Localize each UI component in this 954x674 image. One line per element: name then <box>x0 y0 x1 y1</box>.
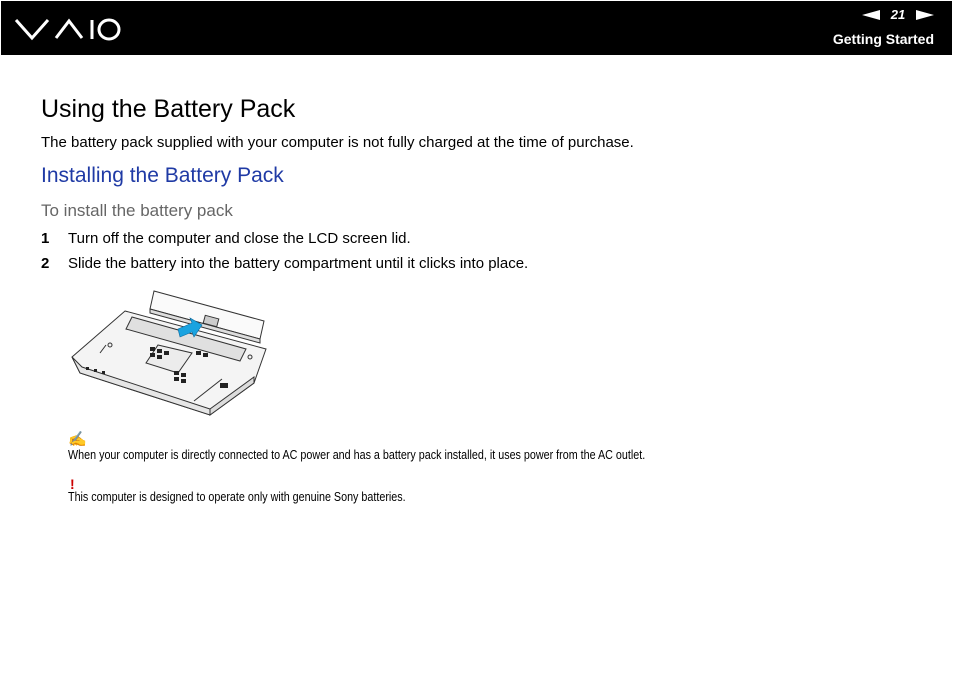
note-text: When your computer is directly connected to AC power and has a battery pack installed, it uses power from the AC outlet. <box>68 448 646 462</box>
step-number: 1 <box>41 230 50 247</box>
warning-icon: ! <box>70 476 75 492</box>
previous-page-icon[interactable] <box>862 10 880 20</box>
battery-installation-illustration <box>70 287 280 424</box>
step-text: Turn off the computer and close the LCD screen lid. <box>68 230 411 247</box>
step-number: 2 <box>41 255 50 272</box>
step-text: Slide the battery into the battery compartment until it clicks into place. <box>68 255 529 272</box>
page-navigation <box>862 7 934 22</box>
intro-text: The battery pack supplied with your computer is not fully charged at the time of purchase. <box>41 134 634 151</box>
page-title: Using the Battery Pack <box>41 95 296 123</box>
next-page-icon[interactable] <box>916 10 934 20</box>
page-header <box>1 1 952 55</box>
warning-text: This computer is designed to operate only with genuine Sony batteries. <box>68 490 406 504</box>
note-icon: ✍ <box>68 431 87 448</box>
section-name: Getting Started <box>832 31 934 47</box>
vaio-logo <box>14 15 122 48</box>
step-item <box>41 255 528 272</box>
section-heading: Installing the Battery Pack <box>41 164 284 187</box>
step-item <box>41 230 411 247</box>
page-number: 21 <box>890 7 906 22</box>
procedure-heading: To install the battery pack <box>41 201 233 220</box>
